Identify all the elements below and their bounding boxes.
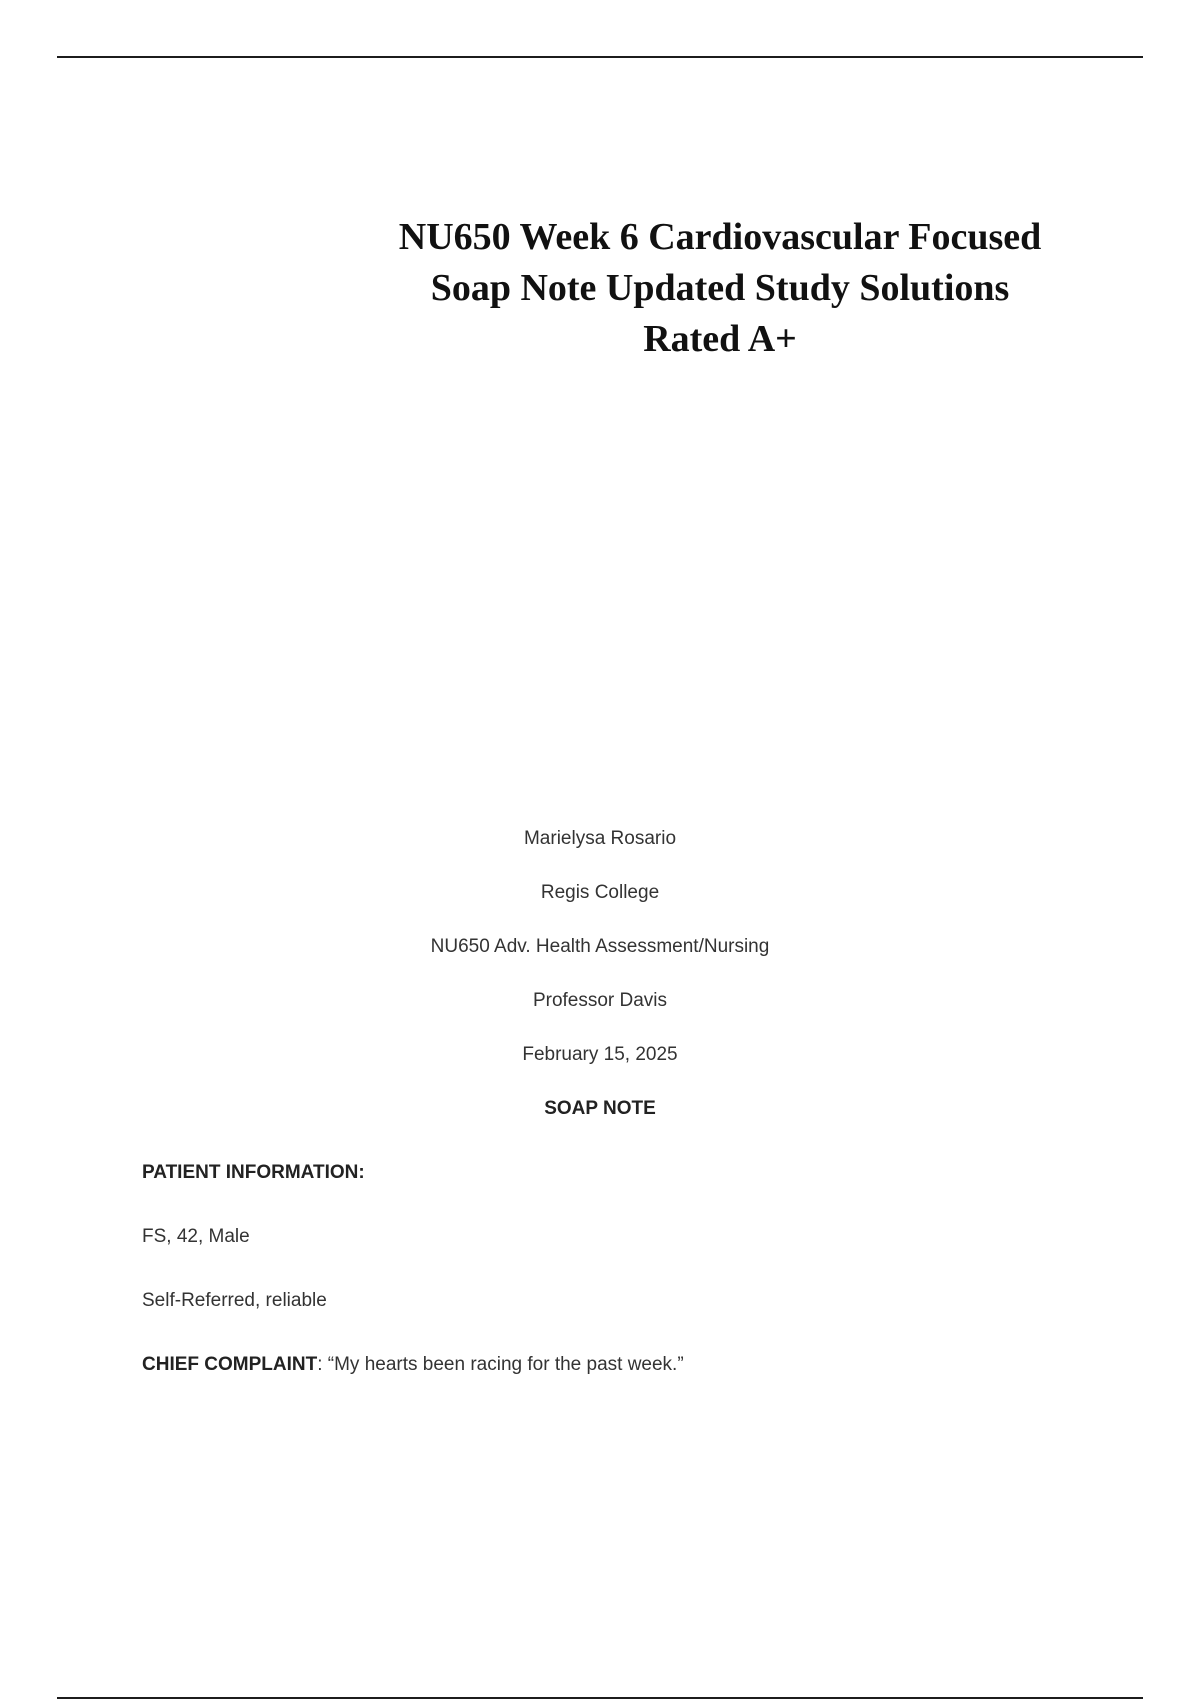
- institution-name: Regis College: [540, 882, 660, 903]
- chief-complaint-separator: :: [317, 1354, 323, 1375]
- bottom-rule: [57, 1697, 1143, 1699]
- patient-referral: Self-Referred, reliable: [142, 1290, 327, 1311]
- patient-information-heading: [142, 1161, 365, 1185]
- document-title: [345, 212, 1095, 365]
- chief-complaint-text: “My hearts been racing for the past week.”: [322, 1354, 684, 1375]
- chief-complaint: [142, 1353, 684, 1377]
- patient-information-label: PATIENT INFORMATION:: [142, 1162, 365, 1183]
- chief-complaint-label: CHIEF COMPLAINT: [142, 1354, 318, 1375]
- title-line-1: NU650 Week 6 Cardiovascular Focused: [398, 216, 1042, 258]
- patient-demographics: FS, 42, Male: [142, 1226, 250, 1247]
- soap-note-heading: SOAP NOTE: [544, 1098, 656, 1119]
- submission-date: February 15, 2025: [522, 1044, 678, 1065]
- course-name: NU650 Adv. Health Assessment/Nursing: [430, 936, 770, 957]
- title-line-3: Rated A+: [643, 318, 797, 360]
- top-rule: [57, 56, 1143, 58]
- professor-name: Professor Davis: [532, 990, 668, 1011]
- author-name: Marielysa Rosario: [523, 828, 677, 849]
- title-line-2: Soap Note Updated Study Solutions: [430, 267, 1010, 309]
